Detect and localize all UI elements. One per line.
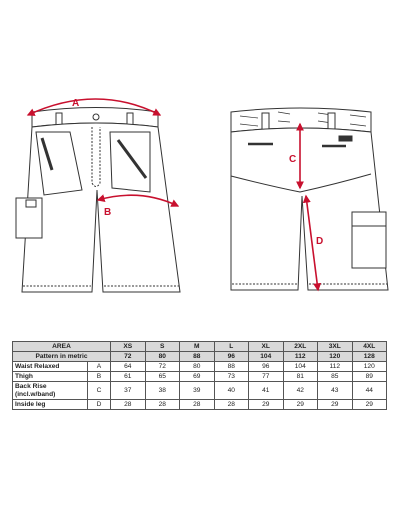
table-row — [13, 382, 387, 400]
pocket-tag-icon — [26, 200, 36, 207]
area-header: AREA — [13, 342, 111, 352]
row-code: D — [88, 400, 111, 410]
table-cell: 89 — [352, 372, 387, 382]
table-cell: 80 — [145, 352, 180, 362]
table-cell: 28 — [145, 400, 180, 410]
table-cell: 128 — [352, 352, 387, 362]
table-cell: 43 — [318, 382, 353, 400]
table-cell: 88 — [180, 352, 215, 362]
size-header: S — [145, 342, 180, 352]
belt-loop — [328, 113, 335, 130]
row-label: Waist Relaxed — [13, 362, 88, 372]
table-cell: 37 — [111, 382, 146, 400]
table-cell: 72 — [111, 352, 146, 362]
row-label: Back Rise (incl.w/band) — [13, 382, 88, 400]
table-cell: 104 — [249, 352, 284, 362]
table-cell: 120 — [318, 352, 353, 362]
size-header: 2XL — [283, 342, 318, 352]
table-header-row — [13, 342, 387, 352]
row-code: B — [88, 372, 111, 382]
table-cell: 39 — [180, 382, 215, 400]
table-cell: 72 — [145, 362, 180, 372]
size-header: L — [214, 342, 249, 352]
table-cell: 69 — [180, 372, 215, 382]
table-cell: 42 — [283, 382, 318, 400]
pattern-row — [13, 352, 387, 362]
table-cell: 40 — [214, 382, 249, 400]
table-cell: 85 — [318, 372, 353, 382]
table-cell: 81 — [283, 372, 318, 382]
size-header: 4XL — [352, 342, 387, 352]
belt-loop — [262, 113, 269, 130]
table-row — [13, 400, 387, 410]
row-code: C — [88, 382, 111, 400]
table-cell: 38 — [145, 382, 180, 400]
size-header: 3XL — [318, 342, 353, 352]
row-label: Thigh — [13, 372, 88, 382]
table-cell: 112 — [283, 352, 318, 362]
table-cell: 80 — [180, 362, 215, 372]
table-cell: 77 — [249, 372, 284, 382]
table-cell: 65 — [145, 372, 180, 382]
table-cell: 96 — [249, 362, 284, 372]
size-header: XS — [111, 342, 146, 352]
row-label: Inside leg — [13, 400, 88, 410]
table-cell: 28 — [111, 400, 146, 410]
waist-button-icon — [93, 114, 99, 120]
table-cell: 41 — [249, 382, 284, 400]
table-cell: 29 — [249, 400, 284, 410]
size-header: M — [180, 342, 215, 352]
row-code: A — [88, 362, 111, 372]
table-cell: 44 — [352, 382, 387, 400]
brand-tag-icon — [339, 136, 352, 141]
table-cell: 88 — [214, 362, 249, 372]
table-cell: 104 — [283, 362, 318, 372]
pattern-label: Pattern in metric — [13, 352, 111, 362]
table-cell: 29 — [283, 400, 318, 410]
table-cell: 73 — [214, 372, 249, 382]
label-a: A — [72, 98, 80, 109]
back-thigh-pocket-flap — [352, 212, 386, 226]
table-row — [13, 372, 387, 382]
size-header: XL — [249, 342, 284, 352]
table-cell: 112 — [318, 362, 353, 372]
front-right-pocket — [110, 132, 150, 192]
table-cell: 28 — [180, 400, 215, 410]
table-cell: 96 — [214, 352, 249, 362]
size-chart-table — [12, 341, 387, 410]
table-cell: 29 — [352, 400, 387, 410]
table-cell: 61 — [111, 372, 146, 382]
table-cell: 28 — [214, 400, 249, 410]
label-b: B — [104, 207, 112, 218]
table-cell: 64 — [111, 362, 146, 372]
table-row — [13, 362, 387, 372]
table-cell: 120 — [352, 362, 387, 372]
back-view-shorts — [231, 108, 388, 290]
table-cell: 29 — [318, 400, 353, 410]
label-c: C — [289, 154, 297, 165]
label-d: D — [316, 236, 324, 247]
